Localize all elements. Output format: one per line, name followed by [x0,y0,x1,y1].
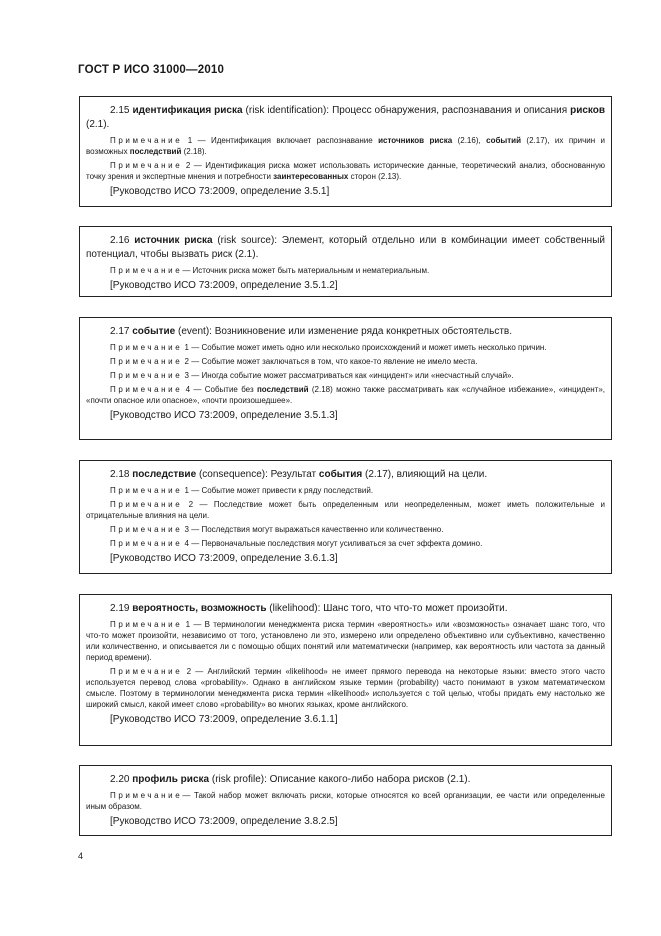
document-header: ГОСТ Р ИСО 31000—2010 [78,64,225,76]
entry-2-15 [79,96,612,207]
note: Примечание 2 — Идентификация риска может использовать исторические данные, теоретический анализ, обоснованную точку зрения и экспертные мнения и потребности заинтересованных сторон (2.13). [86,161,605,181]
note: Примечание 2 — Событие может заключаться в том, что какое-то явление не имело места. [110,357,478,366]
note: Примечание 2 — Английский термин «likelihood» не имеет прямого перевода на некоторые языки: вместо этого часто используется перевод слова «probability». Однако в английском языке термин (probability) часто понимают в узком математическом смысле. Поэтому в терминологии менеджмента риска термин «likelihood» используется с той целью, чтобы придать ему настолько же широкий смысл, какой имеет слово «probability» во многих языках, кроме английского. [86,667,605,709]
term-definition: 2.20 профиль риска (risk profile): Описание какого-либо набора рисков (2.1). [110,774,471,785]
term-definition: 2.19 вероятность, возможность (likelihood): Шанс того, что что-то может произойти. [110,603,508,614]
note: Примечание 3 — Иногда событие может рассматриваться как «инцидент» или «несчастный случай». [110,371,514,380]
entry-2-18 [79,460,612,574]
term-definition: 2.16 источник риска (risk source): Элемент, который отдельно или в комбинации имеет собственный потенциал, чтобы вызвать риск (2.1). [86,235,605,260]
note: Примечание— Такой набор может включать риски, которые относятся ко всей организации, ее части или определенные иным образом. [86,791,605,811]
term: вероятность, возможность [132,603,267,614]
entry-2-17 [79,317,612,440]
note: Примечание 1 — Идентификация включает распознавание источников риска (2.16), событий (2.17), их причин и возможных последствий (2.18). [86,136,605,156]
note: Примечание 3 — Последствия могут выражаться качественно или количественно. [110,525,444,534]
reference: [Руководство ИСО 73:2009, определение 3.8.2.5] [110,816,338,827]
note: Примечание 1 — Событие может привести к ряду последствий. [110,486,374,495]
page-number: 4 [78,851,84,861]
term: событие [132,326,176,337]
term-definition: 2.18 последствие (consequence): Результат события (2.17), влияющий на цели. [110,469,488,480]
reference: [Руководство ИСО 73:2009, определение 3.6.1.1] [110,714,338,725]
term-definition: 2.17 событие (event): Возникновение или изменение ряда конкретных обстоятельств. [110,326,513,337]
entry-2-20 [79,765,612,836]
term: источник риска [134,235,213,246]
term: профиль риска [132,774,210,785]
note: Примечание 4 — Событие без последствий (2.18) можно также рассматривать как «случайное избежание», «инцидент», «почти опасное или опасное», «почти произошедшее». [86,385,605,405]
note: Примечание 1 — Событие может иметь одно или несколько происхождений и может иметь несколько причин. [110,343,547,352]
entry-2-19 [79,594,612,746]
note: Примечание 4 — Первоначальные последствия могут усиливаться за счет эффекта домино. [110,539,483,548]
note: Примечание 2 — Последствие может быть определенным или неопределенным, может иметь положительные и отрицательные влияния на цели. [86,500,605,520]
note: Примечание— Источник риска может быть материальным и нематериальным. [110,266,430,275]
reference: [Руководство ИСО 73:2009, определение 3.5.1.2] [110,280,338,291]
entry-2-16 [79,226,612,297]
term: последствие [132,469,197,480]
note: Примечание 1 — В терминологии менеджмента риска термин «вероятность» или «возможность» означает шанс того, что что-то может произойти, независимо от того, установлено ли это, измерено или определено объективно или субъективно, качественно или количественно, и описывается ли с помощью общих понятий или математически (например, как вероятность или частота за данный период времени). [86,620,605,662]
reference: [Руководство ИСО 73:2009, определение 3.6.1.3] [110,553,338,564]
term: идентификация риска [132,105,243,116]
term-definition: 2.15 идентификация риска (risk identification): Процесс обнаружения, распознавания и описания рисков (2.1). [86,105,606,130]
reference: [Руководство ИСО 73:2009, определение 3.5.1] [110,186,330,197]
reference: [Руководство ИСО 73:2009, определение 3.5.1.3] [110,410,338,421]
